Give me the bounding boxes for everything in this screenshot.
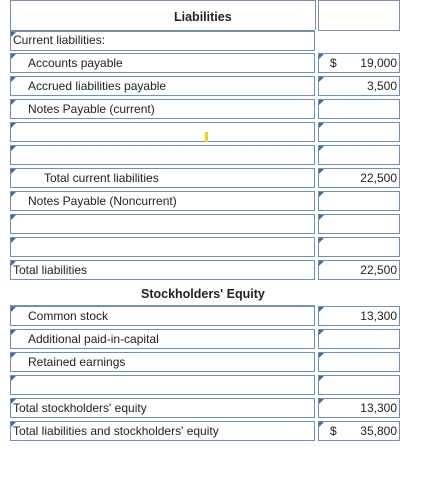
- retained-earnings-label: Retained earnings: [28, 355, 126, 369]
- total-equity-amount: 13,300: [360, 401, 397, 415]
- total-liabilities-label: Total liabilities: [13, 263, 88, 277]
- accounts-payable-label: Accounts payable: [28, 56, 123, 70]
- retained-earnings-amount-field[interactable]: [318, 352, 400, 372]
- header-mid-border-2: [318, 0, 319, 30]
- accounts-payable-amount: 19,000: [360, 56, 397, 70]
- notes-payable-current-label: Notes Payable (current): [28, 102, 155, 116]
- total-current-label: Total current liabilities: [44, 171, 159, 185]
- blank-amount-field-1[interactable]: [318, 122, 400, 142]
- total-equity-label: Total stockholders' equity: [13, 401, 147, 415]
- blank-label-field-4[interactable]: [10, 237, 315, 257]
- common-stock-label: Common stock: [28, 309, 109, 323]
- header-right-border: [399, 0, 400, 30]
- blank-amount-field-5[interactable]: [318, 375, 400, 395]
- total-liab-equity-amount: 35,800: [360, 424, 397, 438]
- notes-payable-noncurrent-amount-field[interactable]: [318, 191, 400, 211]
- blank-amount-field-3[interactable]: [318, 214, 400, 234]
- blank-label-field-3[interactable]: [10, 214, 315, 234]
- blank-amount-field-2[interactable]: [318, 145, 400, 165]
- header-left-border: [10, 0, 11, 30]
- accrued-liabilities-label: Accrued liabilities payable: [28, 79, 167, 93]
- blank-amount-field-4[interactable]: [318, 237, 400, 257]
- total-current-amount: 22,500: [360, 171, 397, 185]
- notes-payable-current-amount-field[interactable]: [318, 99, 400, 119]
- accrued-liabilities-amount: 3,500: [366, 79, 397, 93]
- text-cursor: [205, 132, 208, 142]
- liabilities-heading: Liabilities: [174, 10, 232, 24]
- total-liab-equity-currency: $: [330, 424, 337, 438]
- apic-label: Additional paid-in-capital: [28, 332, 159, 346]
- top-border-left: [10, 0, 315, 1]
- blank-label-field-2[interactable]: [10, 145, 315, 165]
- total-liabilities-amount: 22,500: [360, 263, 397, 277]
- common-stock-amount: 13,300: [360, 309, 397, 323]
- blank-label-field-5[interactable]: [10, 375, 315, 395]
- header-mid-border: [315, 0, 316, 30]
- equity-heading: Stockholders' Equity: [141, 287, 265, 301]
- total-liab-equity-label: Total liabilities and stockholders' equity: [13, 424, 219, 438]
- apic-amount-field[interactable]: [318, 329, 400, 349]
- notes-payable-noncurrent-label: Notes Payable (Noncurrent): [28, 194, 177, 208]
- accounts-payable-currency: $: [330, 56, 337, 70]
- current-liabilities-label: Current liabilities:: [13, 33, 106, 47]
- top-border-right: [318, 0, 400, 1]
- blank-label-field-1[interactable]: [10, 122, 315, 142]
- header-bottom-border-right: [318, 30, 400, 31]
